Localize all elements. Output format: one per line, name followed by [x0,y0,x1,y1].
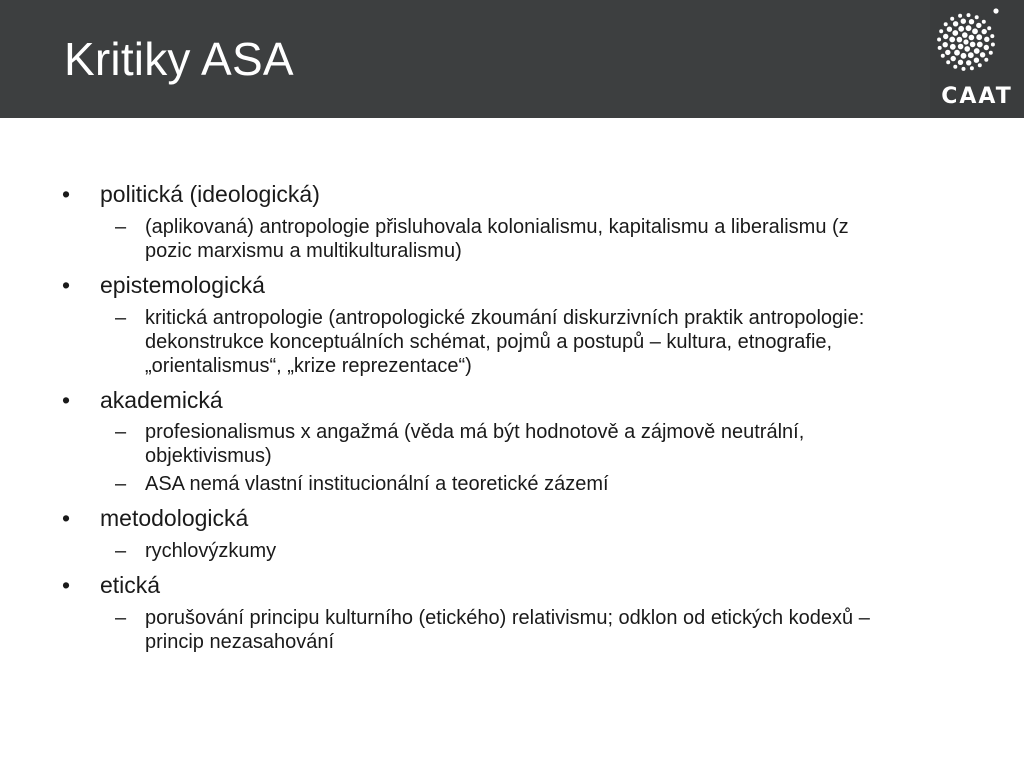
content-area [62,180,962,662]
bullet-icon: • [62,271,71,298]
bullet-icon: • [62,386,71,413]
bullet-item [62,504,962,563]
sub-bullet-text: rychlovýzkumy [145,540,277,562]
logo-text: CAAT [941,84,1013,109]
dash-icon: – [115,473,127,496]
header-bar [0,0,1024,118]
bullet-label: politická (ideologická) [100,181,320,207]
bullet-icon: • [62,181,71,207]
sub-bullet-text: (aplikovaná) antropologie přisluhovala kolonialismu, kapitalismu a liberalismu (z pozic marxismu a multikulturalismu) [145,215,849,262]
sub-bullet-item [100,215,962,263]
sub-bullet-list [100,215,962,263]
sub-bullet-list [100,306,962,378]
dash-icon: – [115,421,127,444]
slide-title: Kritiky ASA [64,33,294,85]
sub-bullet-list [100,420,962,496]
bullet-icon: • [62,505,71,532]
sub-bullet-list [100,606,962,654]
dash-icon: – [115,540,127,562]
bullet-item [62,386,962,497]
bullet-label: etická [100,572,161,598]
sub-bullet-item [100,420,962,468]
sub-bullet-text: kritická antropologie (antropologické zkoumání diskurzivních praktik antropologie: dekonstrukce konceptuálních schémat, pojmů a postupů – kultura, etnografie, „orientalismus“, „krize reprezentace“) [145,306,865,377]
sub-bullet-text: ASA nemá vlastní institucionální a teoretické zázemí [145,473,609,496]
sub-bullet-list [100,539,962,563]
bullet-item [62,271,962,378]
sub-bullet-text: profesionalismus x angažmá (věda má být hodnotově a zájmově neutrální, objektivismus) [145,421,805,468]
bullet-item [62,180,962,263]
bullet-item [62,571,962,654]
sub-bullet-item [100,306,962,378]
dash-icon: – [115,306,127,329]
bullet-label: akademická [100,386,223,413]
logo-dots-icon [930,0,1024,84]
caat-logo [930,0,1024,118]
sub-bullet-text: porušování principu kulturního (etického) relativismu; odklon od etických kodexů – princip nezasahování [145,606,870,653]
sub-bullet-item [100,539,962,563]
bullet-label: metodologická [100,505,249,532]
dash-icon: – [115,606,127,629]
sub-bullet-item [100,606,962,654]
sub-bullet-item [100,472,962,496]
bullet-list [62,180,962,654]
dash-icon: – [115,215,127,238]
bullet-label: epistemologická [100,271,265,298]
bullet-icon: • [62,572,71,598]
